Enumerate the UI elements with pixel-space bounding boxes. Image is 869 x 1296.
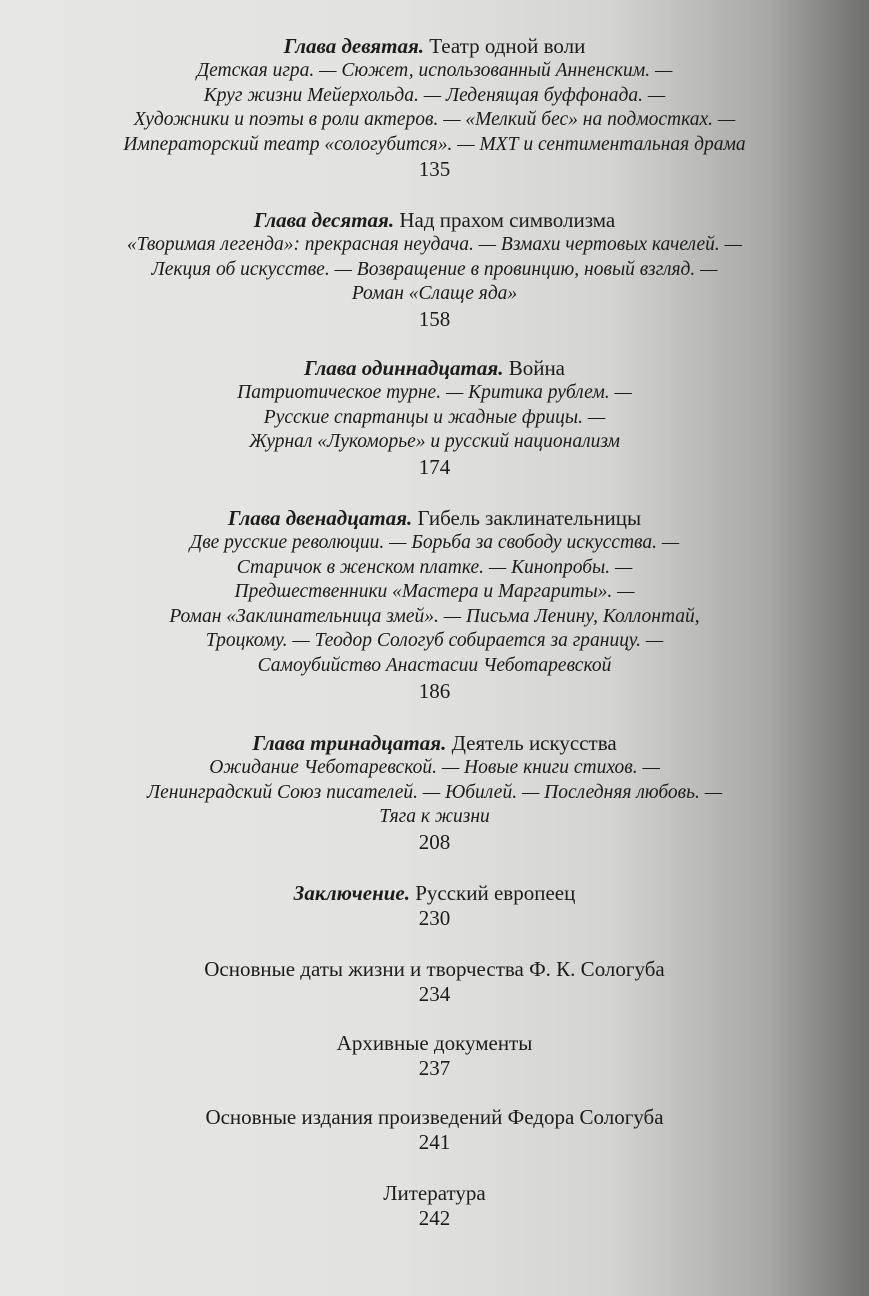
chapter-number: Глава десятая. bbox=[253, 208, 395, 232]
chapter-title: Деятель искусства bbox=[451, 731, 617, 755]
chapter-subtopic: Старичок в женском платке. — Кинопробы. — bbox=[236, 556, 633, 578]
appendix-title: Литература bbox=[383, 1181, 486, 1205]
page-number: 241 bbox=[418, 1130, 451, 1154]
chapter-subtopic: Императорский театр «сологубится». — МХТ и сентиментальная драма bbox=[123, 133, 746, 155]
toc-chapter bbox=[0, 208, 869, 332]
toc-chapter bbox=[0, 356, 869, 480]
chapter-subtopic: Две русские революции. — Борьба за свободу искусства. — bbox=[189, 532, 680, 553]
page-number: 242 bbox=[418, 1206, 451, 1230]
chapter-subtopic: Журнал «Лукоморье» и русский национализм bbox=[249, 431, 620, 453]
chapter-heading bbox=[0, 506, 869, 531]
chapter-number: Заключение. bbox=[293, 881, 410, 905]
chapter-subtopic: Лекция об искусстве. — Возвращение в провинцию, новый взгляд. — bbox=[151, 258, 718, 280]
toc-chapter bbox=[0, 34, 869, 182]
appendix-title: Основные даты жизни и творчества Ф. К. Сологуба bbox=[204, 957, 665, 981]
page-number: 158 bbox=[418, 306, 451, 331]
chapter-subtopic: Предшественники «Мастера и Маргариты». — bbox=[234, 581, 635, 603]
chapter-title: Гибель заклинательницы bbox=[417, 506, 642, 530]
chapter-subtopic: Детская игра. — Сюжет, использованный Анненским. — bbox=[196, 60, 673, 81]
chapter-subtopic: Ожидание Чеботаревской. — Новые книги стихов. — bbox=[209, 757, 660, 778]
chapter-title: Театр одной воли bbox=[429, 34, 586, 58]
page-number: 135 bbox=[418, 157, 451, 182]
page-number: 230 bbox=[418, 906, 451, 930]
chapter-title: Война bbox=[508, 356, 566, 380]
chapter-title: Над прахом символизма bbox=[399, 208, 616, 232]
chapter-subtopic: «Творимая легенда»: прекрасная неудача. — Взмахи чертовых качелей. — bbox=[127, 234, 742, 255]
chapter-subtopic: Патриотическое турне. — Критика рублем. — bbox=[237, 382, 632, 403]
chapter-heading bbox=[0, 731, 869, 756]
appendix-title: Архивные документы bbox=[336, 1031, 533, 1055]
chapter-subtopic: Роман «Заклинательница змей». — Письма Ленину, Коллонтай, bbox=[169, 605, 700, 627]
chapter-number: Глава девятая. bbox=[283, 34, 425, 58]
chapter-subtopic: Круг жизни Мейерхольда. — Леденящая буффонада. — bbox=[203, 84, 666, 106]
chapter-heading bbox=[0, 34, 869, 59]
chapter-subtopic: Роман «Слаще яда» bbox=[351, 283, 518, 305]
chapter-subtopic: Самоубийство Анастасии Чеботаревской bbox=[257, 654, 612, 676]
toc-chapter bbox=[0, 881, 869, 931]
page-number: 186 bbox=[418, 678, 451, 703]
chapter-title: Русский европеец bbox=[415, 881, 576, 905]
page-number: 208 bbox=[418, 829, 451, 854]
chapter-number: Глава одиннадцатая. bbox=[303, 356, 504, 380]
chapter-number: Глава двенадцатая. bbox=[227, 506, 413, 530]
page-number: 234 bbox=[418, 982, 451, 1006]
chapter-subtopic: Художники и поэты в роли актеров. — «Мелкий бес» на подмостках. — bbox=[133, 109, 736, 131]
chapter-heading bbox=[0, 881, 869, 906]
chapter-subtopic: Троцкому. — Теодор Сологуб собирается за границу. — bbox=[205, 630, 664, 652]
toc-chapter bbox=[0, 731, 869, 855]
toc-appendix-item bbox=[0, 1181, 869, 1231]
page-number: 174 bbox=[418, 454, 451, 479]
appendix-title: Основные издания произведений Федора Сологуба bbox=[205, 1105, 664, 1129]
page-number: 237 bbox=[418, 1056, 451, 1080]
chapter-heading bbox=[0, 208, 869, 233]
chapter-number: Глава тринадцатая. bbox=[252, 731, 447, 755]
chapter-heading bbox=[0, 356, 869, 381]
toc-appendix-item bbox=[0, 1031, 869, 1081]
toc-appendix-item bbox=[0, 957, 869, 1007]
toc-appendix-item bbox=[0, 1105, 869, 1155]
chapter-subtopic: Ленинградский Союз писателей. — Юбилей. — Последняя любовь. — bbox=[146, 781, 723, 803]
chapter-subtopic: Тяга к жизни bbox=[379, 806, 490, 828]
toc-chapter bbox=[0, 506, 869, 704]
chapter-subtopic: Русские спартанцы и жадные фрицы. — bbox=[263, 406, 606, 428]
